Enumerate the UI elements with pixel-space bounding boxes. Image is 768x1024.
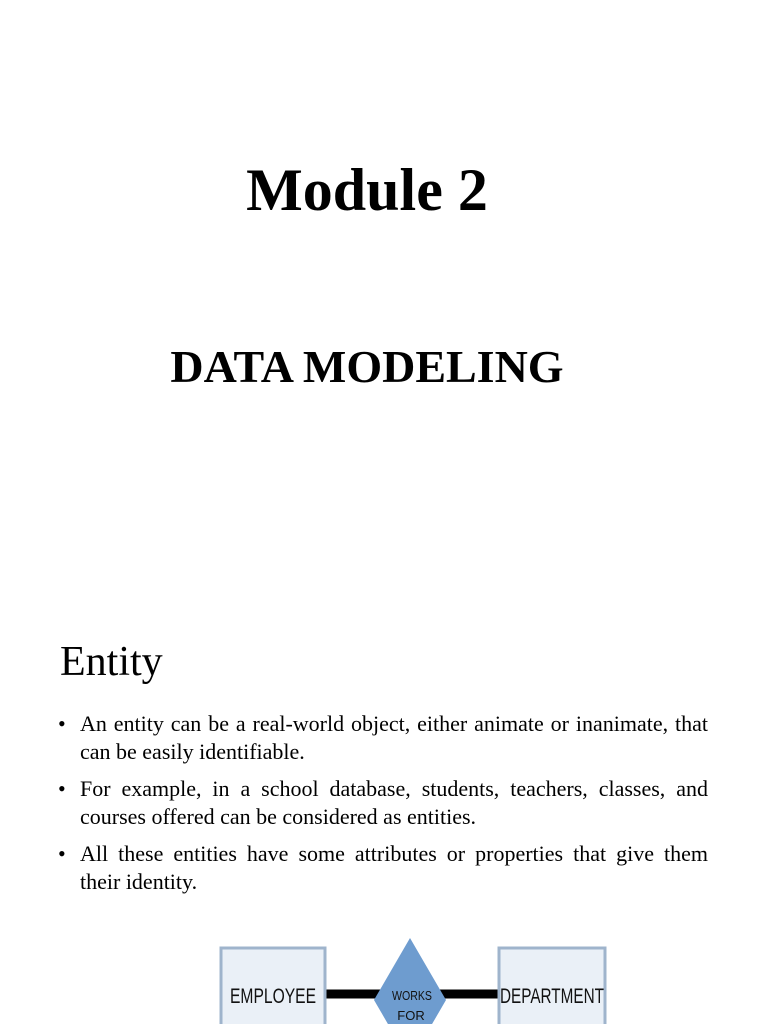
er-diagram: [0, 930, 768, 1024]
bullet-text: An entity can be a real-world object, either animate or inanimate, that can be easily identifiable.: [80, 711, 708, 764]
bullet-dot-icon: •: [58, 711, 66, 736]
bullet-dot-icon: •: [58, 841, 66, 866]
entity-heading: Entity: [60, 639, 163, 685]
entity-slide: [0, 590, 768, 1024]
entity-label-employee: EMPLOYEE: [230, 985, 316, 1008]
bullet-list: [56, 710, 708, 905]
bullet-text: All these entities have some attributes or properties that give them their identity.: [80, 841, 708, 894]
module-subtitle: DATA MODELING: [170, 341, 564, 392]
module-title: Module 2: [246, 157, 488, 223]
entity-label-department: DEPARTMENT: [500, 985, 605, 1008]
bullet-item: [56, 710, 708, 766]
relationship-label-line2: FOR: [397, 1008, 425, 1023]
bullet-item: [56, 775, 708, 831]
relationship-label-line1: WORKS: [392, 988, 433, 1003]
er-diagram-svg: [0, 930, 768, 1024]
bullet-text: For example, in a school database, students, teachers, classes, and courses offered can be considered as entities.: [80, 776, 708, 829]
bullet-item: [56, 840, 708, 896]
bullet-dot-icon: •: [58, 776, 66, 801]
